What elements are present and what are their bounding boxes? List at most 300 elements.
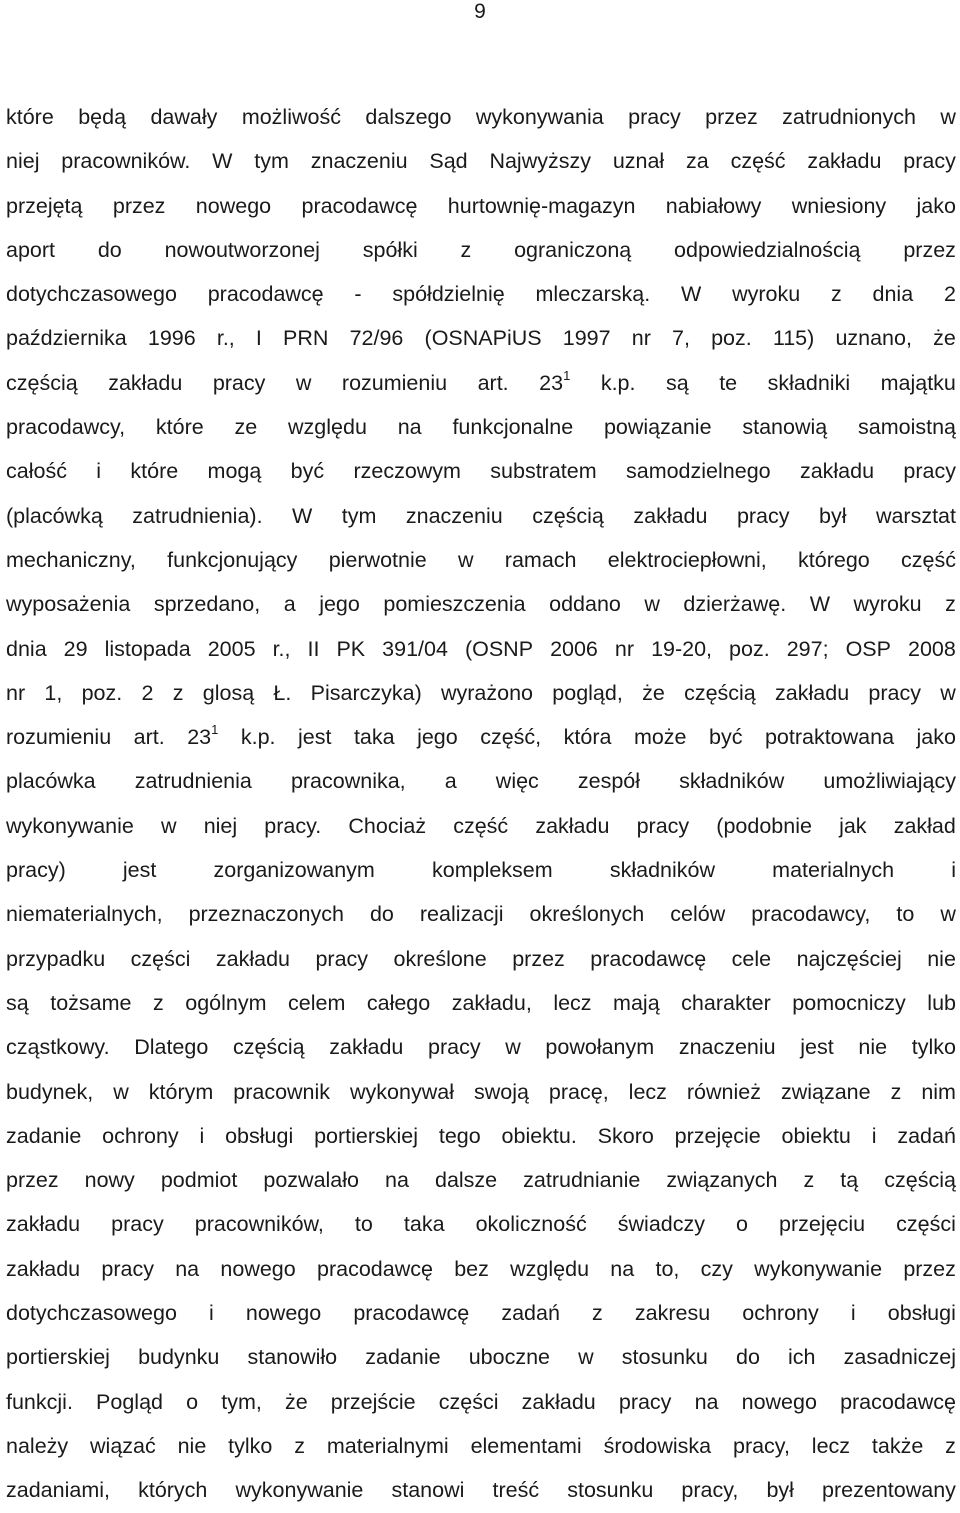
word: część <box>730 149 786 174</box>
word: pomocniczy <box>792 990 906 1015</box>
word: być <box>709 725 743 750</box>
superscript: 1 <box>563 367 571 383</box>
word: celem <box>288 990 346 1015</box>
word: umożliwiający <box>823 769 956 794</box>
word: pracy <box>903 149 956 174</box>
word: 23 <box>187 725 212 750</box>
word: przez <box>512 946 565 971</box>
word: o <box>186 1389 199 1414</box>
word: OSP <box>845 636 891 661</box>
text-line <box>6 316 956 360</box>
text-line <box>6 582 956 626</box>
word: z <box>803 1168 815 1193</box>
word: z <box>152 990 164 1015</box>
word: w <box>940 902 956 927</box>
word: okoliczność <box>475 1212 587 1237</box>
word: z <box>172 680 184 705</box>
word: i <box>209 1301 214 1326</box>
word: są <box>665 370 689 395</box>
word: przez <box>903 237 956 262</box>
word: a <box>444 769 457 794</box>
word: glosą <box>202 680 255 705</box>
word: potraktowana <box>764 725 895 750</box>
word: część, <box>480 725 542 750</box>
word: na <box>397 415 422 440</box>
word: zakładu <box>215 946 290 971</box>
word: ogólnym <box>185 990 267 1015</box>
word: rzeczowym <box>353 459 461 484</box>
word: zatrudnianie <box>523 1168 641 1193</box>
word: przeznaczonych <box>188 902 344 927</box>
word: obsługi <box>887 1301 956 1326</box>
text-line <box>6 715 956 759</box>
word: pomieszczenia <box>383 592 526 617</box>
word: Dlatego <box>134 1035 209 1060</box>
word: która <box>563 725 612 750</box>
word: ochrony <box>102 1123 179 1148</box>
word: 1, <box>44 680 63 705</box>
word: będą <box>78 105 127 129</box>
word: to <box>896 902 915 927</box>
word: dotychczasowego <box>6 1301 177 1326</box>
word: pracy <box>868 680 921 705</box>
word: jak <box>839 813 867 838</box>
word: przez <box>112 193 166 218</box>
word: powołanym <box>545 1035 655 1060</box>
word: (OSNP <box>464 636 534 661</box>
text-line <box>6 1468 956 1512</box>
word: o <box>736 1212 748 1237</box>
word: spółdzielnię <box>392 282 505 307</box>
word: na <box>385 1168 409 1193</box>
word: - <box>354 282 362 307</box>
text-line <box>6 449 956 493</box>
word: celów <box>670 902 726 927</box>
word: materialnymi <box>326 1433 449 1458</box>
word: należy <box>6 1433 69 1458</box>
word: jako <box>916 725 956 750</box>
word: jego <box>417 725 458 750</box>
word: mogą <box>207 459 262 484</box>
word: ramach <box>504 547 577 572</box>
word: k.p. <box>600 370 636 395</box>
word: był <box>818 503 847 528</box>
word: nowego <box>220 1256 296 1281</box>
word: przejętą <box>6 193 83 218</box>
word: całość <box>6 459 67 484</box>
word: a <box>283 592 296 617</box>
word: zasadniczej <box>843 1345 956 1370</box>
word: lecz <box>628 1079 667 1104</box>
word: również <box>686 1079 761 1104</box>
word: przez <box>705 105 758 129</box>
word: 2 <box>141 680 154 705</box>
word: nowego <box>245 1301 322 1326</box>
word: wyrażono <box>441 680 534 705</box>
word: elementami <box>470 1433 582 1458</box>
word: bez <box>454 1256 489 1281</box>
word: tego <box>438 1123 481 1148</box>
word: poz. <box>81 680 123 705</box>
word: funkcjonujący <box>167 547 298 572</box>
word: przez <box>6 1168 59 1193</box>
word: na <box>175 1256 200 1281</box>
text-line <box>6 1025 956 1069</box>
text-line <box>6 1424 956 1468</box>
word: stosunku <box>621 1345 708 1370</box>
word: majątku <box>880 370 956 395</box>
word: wykonywanie <box>754 1256 883 1281</box>
article-reference <box>539 361 570 405</box>
word: z <box>890 1079 902 1104</box>
word: sprzedano, <box>153 592 261 617</box>
word: wyroku <box>853 592 922 617</box>
text-line <box>6 1335 956 1379</box>
word: pracy, <box>681 1478 739 1503</box>
word: może <box>633 725 687 750</box>
word: którego <box>798 547 870 572</box>
word: zadanie <box>6 1123 82 1148</box>
word: całego <box>366 990 431 1015</box>
word: zakładu <box>775 680 850 705</box>
word: (podobnie <box>716 813 812 838</box>
word: taka <box>353 725 395 750</box>
word: Ł. <box>273 680 292 705</box>
text-line <box>6 1158 956 1202</box>
word: części <box>438 1389 499 1414</box>
word: oddano <box>549 592 621 617</box>
word: pracy <box>101 1256 154 1281</box>
word: nim <box>921 1079 956 1104</box>
word: z <box>592 1301 603 1326</box>
word: z <box>945 592 956 617</box>
word: dotychczasowego <box>6 282 177 307</box>
word: 115) <box>772 326 815 351</box>
word: 72/96 <box>349 326 404 351</box>
word: aport <box>6 237 56 262</box>
word: zakładu <box>6 1256 81 1281</box>
word: być <box>290 459 325 484</box>
word: także <box>871 1433 924 1458</box>
word: na <box>610 1256 635 1281</box>
word: są <box>6 990 29 1015</box>
word: nie <box>177 1433 207 1458</box>
word: cząstkowy. <box>6 1035 110 1060</box>
text-line <box>6 405 956 449</box>
page-number: 9 <box>474 0 486 23</box>
word: ograniczoną <box>514 237 632 262</box>
word: więc <box>495 769 539 794</box>
word: tym, <box>221 1389 262 1414</box>
word: w <box>644 592 660 617</box>
word: zakładu <box>807 149 882 174</box>
word: 391/04 <box>382 636 448 661</box>
word: (placówką <box>6 503 103 528</box>
word: te <box>719 370 738 395</box>
word: pracy <box>428 1035 481 1060</box>
word: nr <box>631 326 651 351</box>
word: swoją <box>473 1079 529 1104</box>
word: ochrony <box>742 1301 819 1326</box>
word: znaczeniu <box>678 1035 776 1060</box>
word: znaczeniu <box>405 503 503 528</box>
word: pracowników, <box>194 1212 324 1237</box>
word: W <box>212 149 233 174</box>
word: substratem <box>490 459 597 484</box>
word: 7, <box>672 326 690 351</box>
word: przejęciu <box>779 1212 866 1237</box>
word: z <box>460 237 472 262</box>
text-line <box>6 848 956 892</box>
word: zatrudnienia <box>134 769 252 794</box>
word: zadanie <box>365 1345 441 1370</box>
word: nowego <box>195 193 272 218</box>
text-line <box>6 538 956 582</box>
word: rozumieniu <box>341 370 448 395</box>
word: pracodawcy, <box>6 415 126 440</box>
word: to <box>354 1212 373 1237</box>
word: związane <box>780 1079 871 1104</box>
word: częścią <box>884 1168 956 1193</box>
word: Najwyższy <box>489 149 591 174</box>
word: 1997 <box>562 326 611 351</box>
text-line <box>6 1291 956 1335</box>
word: którym <box>148 1079 214 1104</box>
word: składników <box>679 769 785 794</box>
word: obsługi <box>225 1123 294 1148</box>
word: nie <box>858 1035 888 1060</box>
word: w <box>505 1035 521 1060</box>
word: materialnych <box>772 858 895 883</box>
word: 2008 <box>908 636 956 661</box>
word: czy <box>700 1256 733 1281</box>
word: nabiałowy <box>665 193 762 218</box>
word: zakład <box>893 813 956 838</box>
word: pracy) <box>6 858 66 883</box>
word: uznano, <box>835 326 912 351</box>
superscript: 1 <box>211 722 219 738</box>
word: zadań <box>501 1301 560 1326</box>
text-line <box>6 139 956 183</box>
body-text <box>6 95 956 1513</box>
word: w <box>161 813 177 838</box>
word: za <box>686 149 709 174</box>
text-line <box>6 627 956 671</box>
word: pracy <box>315 946 369 971</box>
word: uboczne <box>468 1345 551 1370</box>
text-line <box>6 272 956 316</box>
text-line <box>6 1247 956 1291</box>
word: składniki <box>767 370 851 395</box>
word: w <box>940 680 956 705</box>
word: r., <box>216 326 235 351</box>
text-line <box>6 228 956 272</box>
word: wykonywanie <box>235 1478 364 1503</box>
word: nr <box>614 636 635 661</box>
word: zakładu <box>329 1035 404 1060</box>
word: pracy. <box>264 813 322 838</box>
word: przejęcie <box>674 1123 761 1148</box>
word: częścią <box>684 680 756 705</box>
word: pozwalało <box>263 1168 359 1193</box>
word: zorganizowanym <box>213 858 375 883</box>
word: pracownika, <box>290 769 406 794</box>
word: był <box>766 1478 794 1503</box>
word: (OSNAPiUS <box>424 326 542 351</box>
word: pracownik <box>233 1079 331 1104</box>
word: związanych <box>666 1168 778 1193</box>
word: zadaniami, <box>6 1478 110 1503</box>
word: 29 <box>63 636 88 661</box>
text-line <box>6 494 956 538</box>
text-line <box>6 892 956 936</box>
word: Chociaż <box>348 813 427 838</box>
word: 2005 <box>207 636 256 661</box>
word: przez <box>903 1256 956 1281</box>
word: pracodawcę <box>840 1389 956 1414</box>
word: zakładu <box>521 1389 596 1414</box>
text-line <box>6 361 956 405</box>
word: dnia <box>872 282 914 307</box>
word: dawały <box>150 105 218 129</box>
text-line <box>6 1380 956 1424</box>
word: pracę, <box>548 1079 609 1104</box>
word: tą <box>840 1168 859 1193</box>
word: budynku <box>138 1345 220 1370</box>
word: w <box>940 105 956 129</box>
word: niematerialnych, <box>6 902 163 927</box>
text-line <box>6 671 956 715</box>
word: zakładu <box>108 370 183 395</box>
word: mechaniczny, <box>6 547 136 572</box>
word: I <box>255 326 262 351</box>
word: W <box>809 592 830 617</box>
word: PK <box>336 636 366 661</box>
word: dalszego <box>365 105 452 129</box>
word: do <box>369 902 394 927</box>
word: obiektu. <box>501 1123 577 1148</box>
word: które <box>155 415 204 440</box>
word: nowoutworzonej <box>164 237 320 262</box>
word: znaczeniu <box>310 149 408 174</box>
word: uznał <box>612 149 665 174</box>
word: środowiska <box>603 1433 712 1458</box>
word: nie <box>927 946 956 971</box>
word: jest <box>298 725 332 750</box>
word: lecz <box>811 1433 851 1458</box>
word: których <box>138 1478 208 1503</box>
word: listopada <box>104 636 191 661</box>
word: niej <box>6 149 40 174</box>
word: mają <box>613 990 660 1015</box>
word: w <box>113 1079 129 1104</box>
word: przypadku <box>6 946 106 971</box>
word: pracy <box>903 459 956 484</box>
word: taka <box>403 1212 445 1237</box>
article-reference <box>187 715 218 759</box>
word: 23 <box>539 370 564 395</box>
word: do <box>735 1345 760 1370</box>
word: jest <box>800 1035 834 1060</box>
word: zakładu <box>799 459 875 484</box>
word: że <box>284 1389 308 1414</box>
word: funkcji. <box>6 1389 73 1414</box>
word: wniesiony <box>791 193 887 218</box>
word: do <box>97 237 122 262</box>
word: cele <box>731 946 772 971</box>
word: pracy <box>111 1212 164 1237</box>
word: nowy <box>84 1168 135 1193</box>
word: w <box>295 370 312 395</box>
word: Sąd <box>429 149 468 174</box>
word: pracodawcę <box>317 1256 433 1281</box>
word: k.p. <box>240 725 276 750</box>
word: względu <box>288 415 367 440</box>
word: z <box>294 1433 305 1458</box>
text-line <box>6 184 956 228</box>
word: placówka <box>6 769 96 794</box>
word: częścią <box>532 503 604 528</box>
word: zakładu <box>633 503 708 528</box>
word: 1996 <box>147 326 196 351</box>
word: zadań <box>897 1123 956 1148</box>
word: dnia <box>6 636 47 661</box>
word: art. <box>477 370 509 395</box>
word: spółki <box>362 237 418 262</box>
word: portierskiej <box>6 1345 110 1370</box>
word: częścią <box>232 1035 305 1060</box>
word: podmiot <box>160 1168 238 1193</box>
word: października <box>6 326 127 351</box>
word: powiązanie <box>603 415 712 440</box>
word: najczęściej <box>796 946 902 971</box>
word: pracy <box>636 813 690 838</box>
word: Pisarczyka) <box>310 680 422 705</box>
word: warsztat <box>875 503 956 528</box>
word: świadczy <box>617 1212 705 1237</box>
word: funkcjonalne <box>452 415 574 440</box>
word: które <box>6 105 54 129</box>
word: pracodawcę <box>207 282 324 307</box>
word: samodzielnego <box>625 459 771 484</box>
word: w <box>578 1345 594 1370</box>
word: że <box>933 326 956 351</box>
word: wyroku <box>732 282 801 307</box>
word: część <box>901 547 956 572</box>
word: II <box>307 636 320 661</box>
word: budynek, <box>6 1079 94 1104</box>
word: jego <box>319 592 360 617</box>
word: zespół <box>577 769 641 794</box>
word: Skoro <box>597 1123 654 1148</box>
word: samoistną <box>858 415 956 440</box>
text-line <box>6 1114 956 1158</box>
word: tylko <box>911 1035 956 1060</box>
word: zatrudnienia). <box>132 503 263 528</box>
word: pracowników. <box>61 149 191 174</box>
word: obiektu <box>781 1123 851 1148</box>
word: z <box>830 282 842 307</box>
word: zakładu <box>535 813 610 838</box>
word: odpowiedzialnością <box>674 237 861 262</box>
text-line <box>6 937 956 981</box>
word: ich <box>788 1345 816 1370</box>
word: możliwość <box>241 105 341 129</box>
word: mleczarską. <box>535 282 651 307</box>
word: stanowi <box>391 1478 465 1503</box>
word: na <box>694 1389 719 1414</box>
word: wykonywanie <box>6 813 134 838</box>
